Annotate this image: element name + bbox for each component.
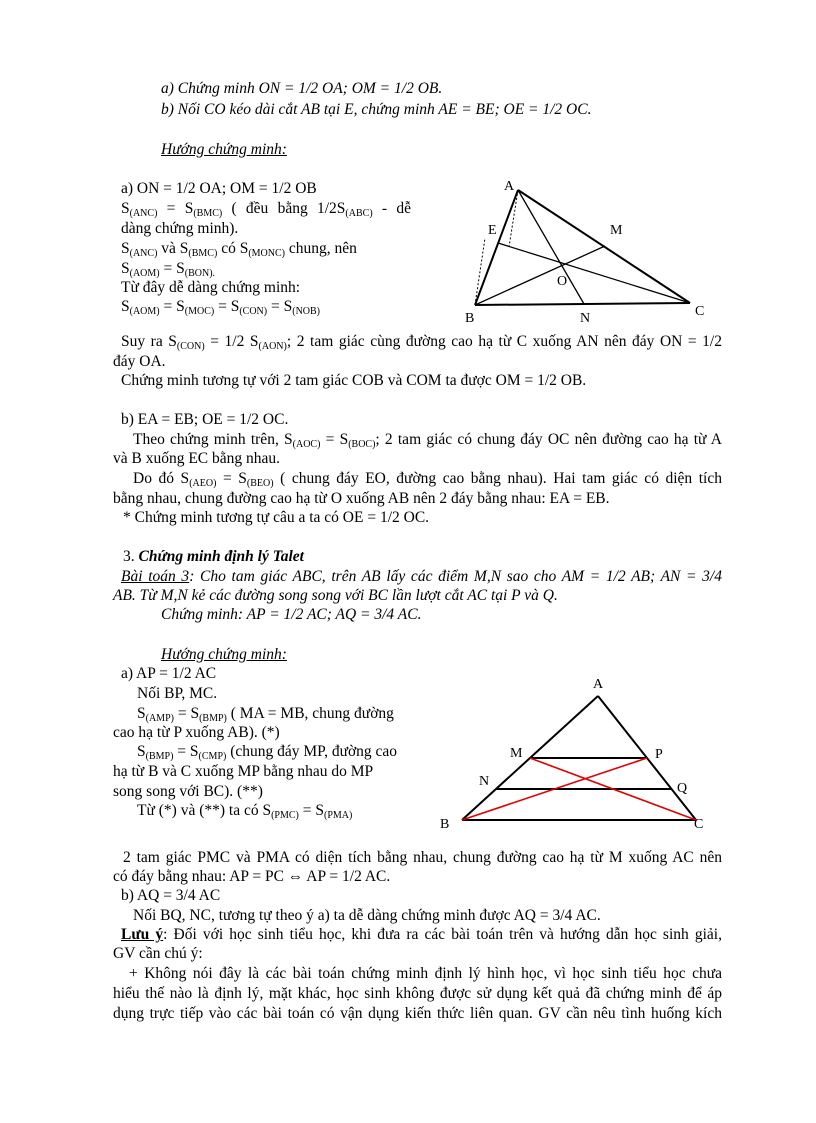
p3-a-line1: Nối BP, MC. (137, 685, 218, 702)
problem-3-line2: AB. Từ M,N kẻ các đường song song với BC lần lượt cắt AC tại P và Q. (113, 587, 558, 604)
fig2-label-p: P (655, 747, 663, 762)
fig1-label-m: M (610, 223, 623, 238)
p3-c-line1: 2 tam giác PMC và PMA có diện tích bằng nhau, chung đường cao hạ từ M xuống AC nên (123, 849, 722, 866)
p2-line2: đáy OA. (113, 353, 166, 370)
part-a-title: a) ON = 1/2 OA; OM = 1/2 OB (121, 180, 317, 197)
p3-c-line2: có đáy bằng nhau: AP = PC ⇔ AP = 1/2 AC. (113, 868, 391, 885)
p3-b-line1: Nối BQ, NC, tương tự theo ý a) ta dễ dàng chứng minh được AQ = 3/4 AC. (133, 907, 601, 924)
b-line3: Do đó $S_{(AEO)} = S_{(BEO)}$ ( chung đáy EO, đường cao bằng nhau). Hai tam giác có diện tích (133, 470, 722, 489)
fig1-label-b: B (465, 311, 475, 326)
note-line5: dụng trực tiếp vào các bài toán có vận dụng kiến thức liên quan. GV cần nêu tình huống kích (113, 1005, 722, 1022)
fig1-label-n: N (580, 311, 591, 326)
note-line2: GV cần chú ý: (113, 945, 203, 962)
fig1-label-o: O (557, 274, 568, 289)
fig1-median-an (518, 190, 584, 304)
b-line2: và B xuống EC bằng nhau. (113, 450, 281, 467)
b-line4: bằng nhau, chung đường cao hạ từ O xuống AB nên 2 đáy bằng nhau: EA = EB. (113, 490, 610, 507)
p1-line5: Từ đây dễ dàng chứng minh: (121, 279, 301, 296)
p1-line1: $S_{(ANC)}$ = $S_{(BMC)}$ ( đều bằng $1/2S_{(ABC)}$ - dễ (121, 200, 411, 219)
fig1-altitude-a (509, 190, 518, 247)
p3-b-title: b) AQ = 3/4 AC (121, 887, 221, 904)
p3-a-line4: $S_{(BMP)} = S_{(CMP)}$ (chung đáy MP, đường cao (137, 743, 398, 762)
p1-line2: dàng chứng minh). (121, 220, 239, 237)
note-line1: Lưu ý: Đối với học sinh tiểu học, khi đưa ra các bài toán trên và hướng dẫn học sinh giải, (121, 926, 722, 943)
fig2-label-n: N (479, 774, 490, 789)
p3-a-line3: cao hạ từ P xuống AB). (*) (113, 724, 280, 741)
p3-a-title: a) AP = 1/2 AC (121, 665, 217, 682)
item-b: b) Nối CO kéo dài cắt AB tại E, chứng minh AE = BE; OE = 1/2 OC. (161, 101, 592, 118)
p1-line3: $S_{(ANC)}$ và $S_{(BMC)}$ có $S_{(MONC)}$ chung, nên (121, 240, 357, 259)
fig1-label-e: E (488, 223, 497, 238)
note-line4: hiểu thế nào là định lý, mặt khác, học sinh không được sử dụng kết quả đã chứng minh để áp (113, 985, 722, 1002)
fig2-label-m: M (510, 746, 523, 761)
item-a: a) Chứng minh ON = 1/2 OA; OM = 1/2 OB. (161, 80, 443, 97)
p3-a-line7: Từ (*) và (**) ta có $S_{(PMC)} = S_{(PMA)}$ (137, 802, 353, 821)
fig2-label-a: A (593, 677, 604, 692)
part-b-title: b) EA = EB; OE = 1/2 OC. (121, 411, 289, 428)
fig1-line-ce (498, 243, 690, 303)
b-line1: Theo chứng minh trên, $S_{(AOC)} = S_{(BOC)}$; 2 tam giác có chung đáy OC nên đường cao hạ từ A (133, 431, 722, 450)
p2-line1: Suy ra $S_{(CON)} = 1/2$ $S_{(AON)}$; 2 tam giác cùng đường cao hạ từ C xuống AN nên đáy ON = 1/2 (121, 333, 722, 352)
b-line5: * Chứng minh tương tự câu a ta có OE = 1/2 OC. (123, 509, 430, 526)
p1-line6: $S_{(AOM)} = S_{(MOC)} = S_{(CON)} = S_{(NOB)}$ (121, 298, 321, 317)
triangle-figure-2 (432, 670, 717, 835)
hint-heading-3: Hướng chứng minh: (161, 646, 287, 663)
fig1-altitude-b (475, 238, 485, 305)
triangle-figure-1 (455, 172, 715, 327)
p1-line4: $S_{(AOM)} = S_{(BON).}$ (121, 260, 216, 279)
p3-a-line2: $S_{(AMP)} = S_{(BMP)}$ ( MA = MB, chung đường (137, 705, 394, 724)
note-line3: + Không nói đây là các bài toán chứng minh định lý hình học, vì học sinh tiểu học chưa (129, 965, 722, 982)
problem-3-line3: Chứng minh: AP = 1/2 AC; AQ = 3/4 AC. (161, 606, 422, 623)
fig1-label-c: C (695, 304, 705, 319)
p3-a-line5: hạ từ B và C xuống MP bằng nhau do MP (113, 763, 374, 780)
p2-line3: Chứng minh tương tự với 2 tam giác COB và COM ta được OM = 1/2 OB. (121, 372, 587, 389)
fig2-label-b: B (440, 817, 450, 832)
hint-heading-1: Hướng chứng minh: (161, 141, 287, 158)
problem-3-line1: Bài toán 3: Cho tam giác ABC, trên AB lấy các điểm M,N sao cho AM = 1/2 AB; AN = 3/4 (121, 568, 722, 585)
fig1-side-bc (475, 303, 690, 305)
fig1-label-a: A (504, 179, 515, 194)
fig2-label-c: C (694, 817, 704, 832)
p3-a-line6: song song với BC). (**) (113, 783, 263, 800)
fig2-label-q: Q (677, 781, 688, 796)
section-3-heading: 3. Chứng minh định lý Talet (123, 548, 304, 565)
